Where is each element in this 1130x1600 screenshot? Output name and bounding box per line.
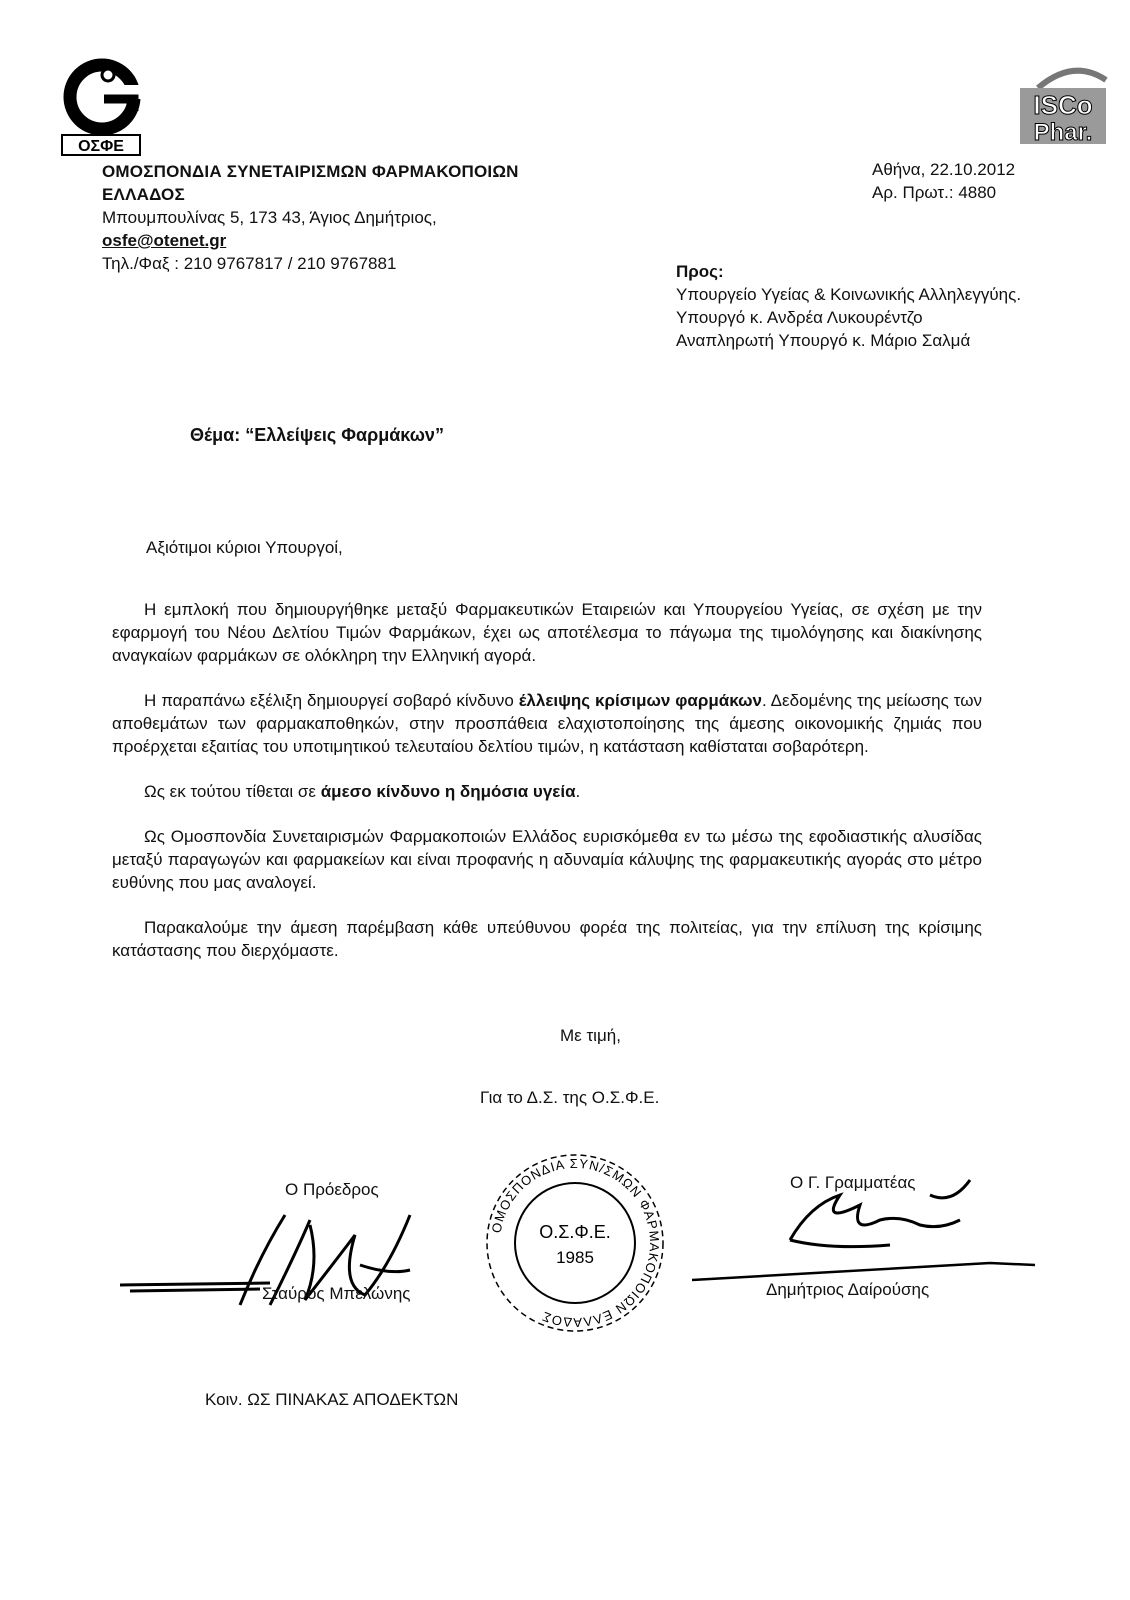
recipient-line-2: Υπουργό κ. Ανδρέα Λυκουρέντζο <box>676 308 923 327</box>
stamp-center-top: Ο.Σ.Φ.Ε. <box>539 1222 611 1242</box>
letter-body <box>112 598 982 984</box>
body-p3-c: . <box>575 782 581 801</box>
secretary-signature-icon <box>690 1175 1050 1285</box>
body-paragraph-5: Παρακαλούμε την άμεση παρέμβαση κάθε υπεύθυνου φορέα της πολιτείας, για την επίλυση της κρίσιμης κατάστασης που διερχόμαστε. <box>112 918 982 960</box>
body-p3-bold: άμεσο κίνδυνο η δημόσια υγεία <box>320 782 576 801</box>
closing: Με τιμή, <box>560 1026 621 1045</box>
stamp-center-bottom: 1985 <box>556 1248 594 1267</box>
iscophar-logo-icon <box>1018 60 1110 148</box>
secretary-name: Δημήτριος Δαίρούσης <box>766 1280 930 1299</box>
secretary-title: Ο Γ. Γραμματέας <box>790 1173 916 1192</box>
recipients-block <box>676 260 1021 352</box>
cc-line: Κοιν. ΩΣ ΠΙΝΑΚΑΣ ΑΠΟΔΕΚΤΩΝ <box>205 1390 459 1409</box>
body-paragraph-4: Ως Ομοσπονδία Συνεταιρισμών Φαρμακοποιών Ελλάδος ευρισκόμεθα εν τω μέσω της εφοδιαστικής αλυσίδας μεταξύ παραγωγών και φαρμακείων και είναι προφανής η αδυναμία κάλυψης της φαρμακευτικής αγοράς στο μέτρο ευθύνης που μας αναλογεί. <box>112 827 982 892</box>
sender-email-link[interactable]: osfe@otenet.gr <box>102 231 227 250</box>
salutation: Αξιότιμοι κύριοι Υπουργοί, <box>146 538 343 557</box>
osfe-logo-text: ΟΣΦΕ <box>78 138 124 155</box>
letter-date: Αθήνα, 22.10.2012 <box>872 160 1016 179</box>
protocol-number: Αρ. Πρωτ.: 4880 <box>872 183 997 202</box>
stamp-ring-textpath: ΟΜΟΣΠΟΝΔΙΑ ΣΥΝ/ΣΜΩΝ ΦΑΡΜΑΚΟΠΟΙΩΝ ΕΛΛΑΔΟΣ <box>488 1155 663 1331</box>
body-paragraph-1: Η εμπλοκή που δημιουργήθηκε μεταξύ Φαρμακευτικών Εταιρειών και Υπουργείου Υγείας, σε σχέση με την εφαρμογή του Νέου Δελτίου Τιμών Φαρμάκων, έχει ως αποτέλεσμα το πάγωμα της τιμολόγησης και διακίνησης αναγκαίων φαρμάκων σε ολόκληρη την Ελληνική αγορά. <box>112 600 982 665</box>
sender-org-line1: ΟΜΟΣΠΟΝΔΙΑ ΣΥΝΕΤΑΙΡΙΣΜΩΝ ΦΑΡΜΑΚΟΠΟΙΩΝ <box>102 162 519 181</box>
body-p3-a: Ως εκ τούτου τίθεται σε <box>144 782 321 801</box>
body-paragraph-3 <box>112 780 982 803</box>
iscophar-logo-bottom: Phar. <box>1033 119 1093 146</box>
for-board-line: Για το Δ.Σ. της Ο.Σ.Φ.Ε. <box>480 1088 660 1107</box>
recipient-line-3: Αναπληρωτή Υπουργό κ. Μάριο Σαλμά <box>676 331 971 350</box>
sender-phone: Τηλ./Φαξ : 210 9767817 / 210 9767881 <box>102 254 397 273</box>
body-p2-a: Η παραπάνω εξέλιξη δημιουργεί σοβαρό κίνδυνο <box>144 691 519 710</box>
sender-org-line2: ΕΛΛΑΔΟΣ <box>102 185 185 204</box>
iscophar-logo-top: ISCo <box>1033 90 1093 120</box>
body-paragraph-2 <box>112 689 982 758</box>
president-name: Σταύρος Μπελώνης <box>262 1284 411 1303</box>
osfe-logo-icon <box>60 55 150 165</box>
body-p2-c: . Δεδομένης της μείωσης των αποθεμάτων των φαρμακαποθηκών, στην προσπάθεια ελαχιστοποίησης της άμεσης οικονομικής ζημιάς που προέρχεται εξαιτίας του υποτιμητικού τελευταίου δελτίου τιμών, η κατάσταση καθίσταται σοβαρότερη. <box>112 691 982 756</box>
recipient-line-1: Υπουργείο Υγείας & Κοινωνικής Αλληλεγγύης. <box>676 285 1022 304</box>
subject-line: Θέμα: “Ελλείψεις Φαρμάκων” <box>190 425 444 445</box>
recipients-label: Προς: <box>676 262 724 281</box>
sender-block <box>102 160 519 275</box>
official-stamp <box>480 1148 670 1338</box>
sender-address: Μπουμπουλίνας 5, 173 43, Άγιος Δημήτριος, <box>102 208 437 227</box>
president-signature-icon <box>110 1195 440 1335</box>
president-title: Ο Πρόεδρος <box>285 1180 379 1199</box>
body-p2-bold: έλλειψης κρίσιμων φαρμάκων <box>518 691 762 710</box>
date-block <box>872 158 1015 204</box>
